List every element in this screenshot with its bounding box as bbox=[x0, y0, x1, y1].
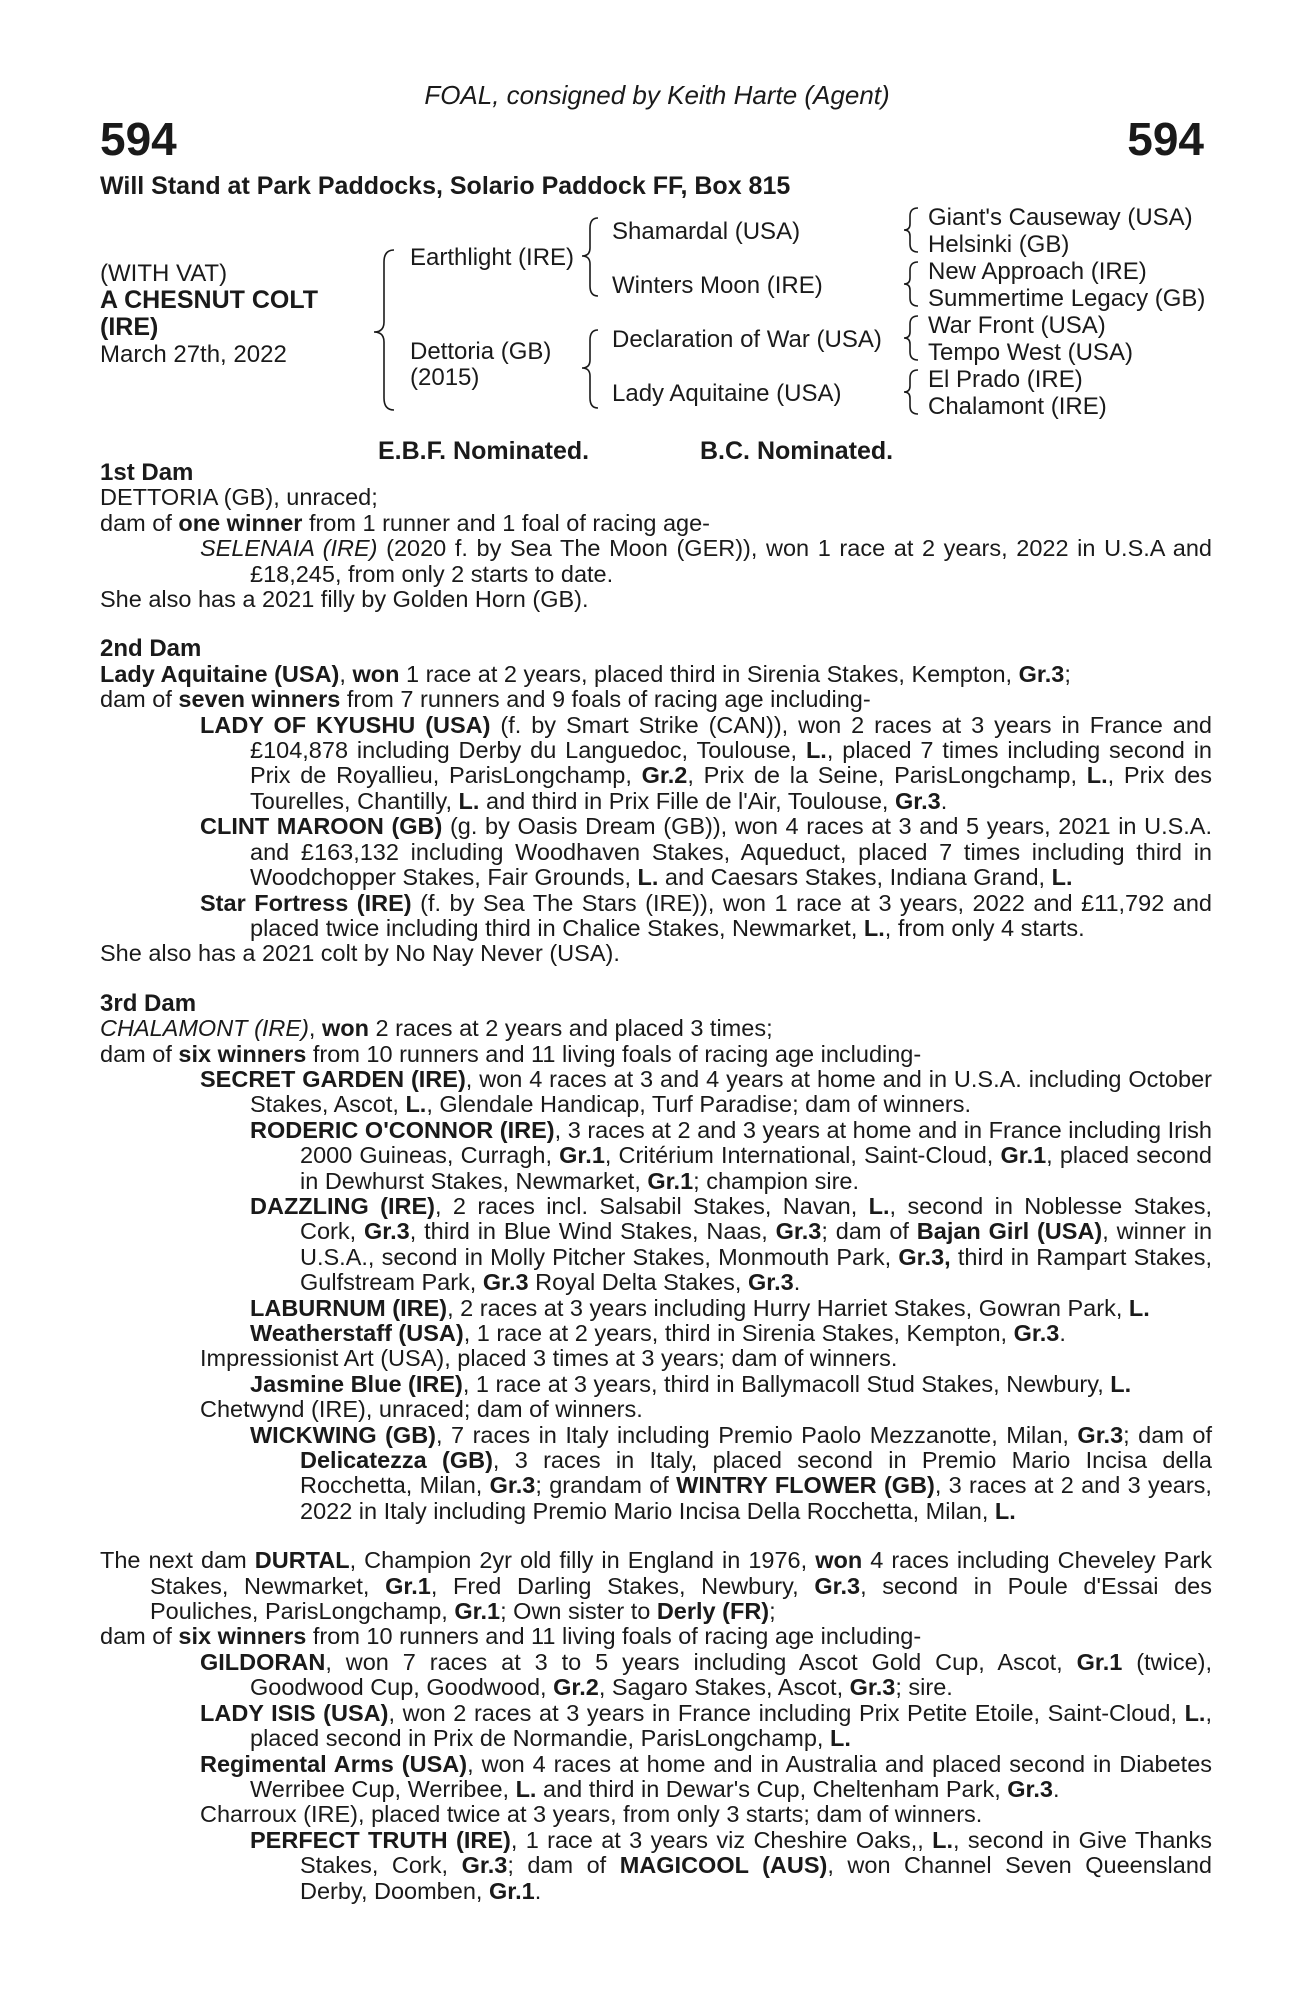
sire: Earthlight (IRE) bbox=[410, 244, 575, 271]
bc-nomination: B.C. Nominated. bbox=[700, 437, 894, 465]
progeny-weatherstaff: Weatherstaff (USA), 1 race at 2 years, third in Sirenia Stakes, Kempton, Gr.3. bbox=[250, 1320, 1066, 1346]
ebf-nomination: E.B.F. Nominated. bbox=[378, 437, 590, 465]
g-helsinki: Helsinki (GB) bbox=[928, 231, 1070, 258]
dam-dam: Lady Aquitaine (USA) bbox=[612, 380, 842, 407]
second-dam-heading: 2nd Dam bbox=[100, 635, 202, 663]
first-dam-heading: 1st Dam bbox=[100, 459, 194, 486]
dam-name: Dettoria (GB) bbox=[410, 338, 552, 365]
third-dam-line: CHALAMONT (IRE), won 2 races at 2 years and placed 3 times; bbox=[100, 1015, 773, 1042]
progeny-charroux: Charroux (IRE), placed twice at 3 years, from only 3 starts; dam of winners. bbox=[200, 1801, 983, 1828]
g-chalamont: Chalamont (IRE) bbox=[928, 393, 1107, 420]
next-dam-line: The next dam DURTAL, Champion 2yr old filly in England in 1976, won 4 races including Cheveley Park Stakes, Newmarket, Gr.1, Fred Darling Stakes, Newbury, Gr.3, second in Poule d'Essai des Pouliches, ParisLongchamp, Gr.1; Own sister to Derly (FR); bbox=[100, 1547, 1213, 1625]
g-new-approach: New Approach (IRE) bbox=[928, 258, 1147, 285]
catalogue-body bbox=[100, 460, 1212, 1904]
g-war-front: War Front (USA) bbox=[928, 312, 1106, 339]
g-summertime-legacy: Summertime Legacy (GB) bbox=[928, 285, 1206, 312]
g-el-prado: El Prado (IRE) bbox=[928, 366, 1083, 393]
progeny-regimental-arms: Regimental Arms (USA), won 4 races at home and in Australia and placed second in Diabetes Werribee Cup, Werribee, L. and third in Dewar's Cup, Cheltenham Park, Gr.3. bbox=[200, 1750, 1213, 1802]
first-dam-line: DETTORIA (GB), unraced; bbox=[100, 484, 378, 511]
lot-number-right: 594 bbox=[1127, 113, 1204, 165]
pedigree-braces bbox=[0, 0, 1314, 440]
sire-sire: Shamardal (USA) bbox=[612, 218, 801, 245]
progeny-lady-isis: LADY ISIS (USA), won 2 races at 3 years in France including Prix Petite Etoile, Saint-Cloud, L., placed second in Prix de Normandie, ParisLongchamp, L. bbox=[200, 1699, 1212, 1752]
dam-year: (2015) bbox=[410, 364, 480, 391]
progeny-jasmine-blue: Jasmine Blue (IRE), 1 race at 3 years, third in Ballymacoll Stud Stakes, Newbury, L. bbox=[250, 1370, 1132, 1397]
horse-name: A CHESNUT COLT bbox=[100, 286, 319, 314]
second-dam-also: She also has a 2021 colt by No Nay Never (USA). bbox=[100, 940, 620, 967]
progeny-star-fortress: Star Fortress (IRE) (f. by Sea The Stars (IRE)), won 1 race at 3 years, 2022 and £11,792 and placed twice including third in Chalice Stakes, Newmarket, L., from only 4 starts. bbox=[200, 889, 1212, 941]
progeny-dazzling: DAZZLING (IRE), 2 races incl. Salsabil Stakes, Navan, L., second in Noblesse Stakes, Cork, Gr.3, third in Blue Wind Stakes, Naas, Gr.3; dam of Bajan Girl (USA), winner in U.S.A., second in Molly Pitcher Stakes, Monmouth Park, Gr.3, third in Rampart Stakes, Gulfstream Park, Gr.3 Royal Delta Stakes, Gr.3. bbox=[250, 1192, 1213, 1296]
g-tempo-west: Tempo West (USA) bbox=[928, 339, 1133, 366]
next-dam-produce: dam of six winners from 10 runners and 11 living foals of racing age including- bbox=[100, 1623, 922, 1650]
g-giants-causeway: Giant's Causeway (USA) bbox=[928, 204, 1193, 231]
progeny-laburnum: LABURNUM (IRE), 2 races at 3 years including Hurry Harriet Stakes, Gowran Park, L. bbox=[250, 1294, 1150, 1321]
third-dam-produce: dam of six winners from 10 runners and 11 living foals of racing age including- bbox=[100, 1040, 922, 1067]
horse-origin: (IRE) bbox=[100, 313, 159, 341]
first-dam-progeny-selenaia: SELENAIA (IRE) (2020 f. by Sea The Moon (GER)), won 1 race at 2 years, 2022 in U.S.A and £18,245, from only 2 starts to date. bbox=[200, 535, 1212, 587]
progeny-clint-maroon: CLINT MAROON (GB) (g. by Oasis Dream (GB)), won 4 races at 3 and 5 years, 2021 in U.S.A. and £163,132 including Woodhaven Stakes, Aqueduct, placed 7 times including third in Woodchopper Stakes, Fair Grounds, L. and Caesars Stakes, Indiana Grand, L. bbox=[200, 813, 1213, 891]
first-dam-produce: dam of one winner from 1 runner and 1 foal of racing age- bbox=[100, 509, 710, 536]
third-dam-heading: 3rd Dam bbox=[100, 989, 197, 1017]
sire-dam: Winters Moon (IRE) bbox=[612, 272, 823, 299]
vat-note: (WITH VAT) bbox=[100, 260, 228, 287]
consignment-line: FOAL, consigned by Keith Harte (Agent) bbox=[424, 80, 890, 110]
second-dam-line: Lady Aquitaine (USA), won 1 race at 2 years, placed third in Sirenia Stakes, Kempton, Gr.3; bbox=[100, 660, 1071, 687]
progeny-wickwing: WICKWING (GB), 7 races in Italy including Premio Paolo Mezzanotte, Milan, Gr.3; dam of Delicatezza (GB), 3 races in Italy, placed second in Premio Mario Incisa della Rocchetta, Milan, Gr.3; grandam of WINTRY FLOWER (GB), 3 races at 2 and 3 years, 2022 in Italy including Premio Mario Incisa Della Rocchetta, Milan, L. bbox=[250, 1421, 1212, 1524]
progeny-secret-garden: SECRET GARDEN (IRE), won 4 races at 3 and 4 years at home and in U.S.A. including October Stakes, Ascot, L., Glendale Handicap, Turf Paradise; dam of winners. bbox=[200, 1065, 1212, 1118]
progeny-chetwynd: Chetwynd (IRE), unraced; dam of winners. bbox=[200, 1396, 643, 1423]
progeny-lady-of-kyushu: LADY OF KYUSHU (USA) (f. by Smart Strike (CAN)), won 2 races at 3 years in France and £104,878 including Derby du Languedoc, Toulouse, L., placed 7 times including second in Prix de Royallieu, ParisLongchamp, Gr.2, Prix de la Seine, ParisLongchamp, L., Prix des Tourelles, Chantilly, L. and third in Prix Fille de l'Air, Toulouse, Gr.3. bbox=[200, 711, 1213, 814]
stand-location: Will Stand at Park Paddocks, Solario Paddock FF, Box 815 bbox=[100, 172, 791, 200]
dam-sire: Declaration of War (USA) bbox=[612, 326, 882, 353]
first-dam-also: She also has a 2021 filly by Golden Horn (GB). bbox=[100, 586, 589, 613]
progeny-roderic-oconnor: RODERIC O'CONNOR (IRE), 3 races at 2 and 3 years at home and in France including Irish 2000 Guineas, Curragh, Gr.1, Critérium International, Saint-Cloud, Gr.1, placed second in Dewhurst Stakes, Newmarket, Gr.1; champion sire. bbox=[250, 1116, 1212, 1194]
progeny-impressionist-art: Impressionist Art (USA), placed 3 times at 3 years; dam of winners. bbox=[200, 1345, 898, 1372]
progeny-gildoran: GILDORAN, won 7 races at 3 to 5 years including Ascot Gold Cup, Ascot, Gr.1 (twice), Goodwood Cup, Goodwood, Gr.2, Sagaro Stakes, Ascot, Gr.3; sire. bbox=[200, 1648, 1213, 1701]
progeny-perfect-truth: PERFECT TRUTH (IRE), 1 race at 3 years viz Cheshire Oaks,, L., second in Give Thanks Stakes, Cork, Gr.3; dam of MAGICOOL (AUS), won Channel Seven Queensland Derby, Doomben, Gr.1. bbox=[250, 1826, 1212, 1904]
foaling-date: March 27th, 2022 bbox=[100, 341, 287, 368]
second-dam-produce: dam of seven winners from 7 runners and 9 foals of racing age including- bbox=[100, 686, 871, 713]
lot-number-left: 594 bbox=[100, 113, 177, 165]
